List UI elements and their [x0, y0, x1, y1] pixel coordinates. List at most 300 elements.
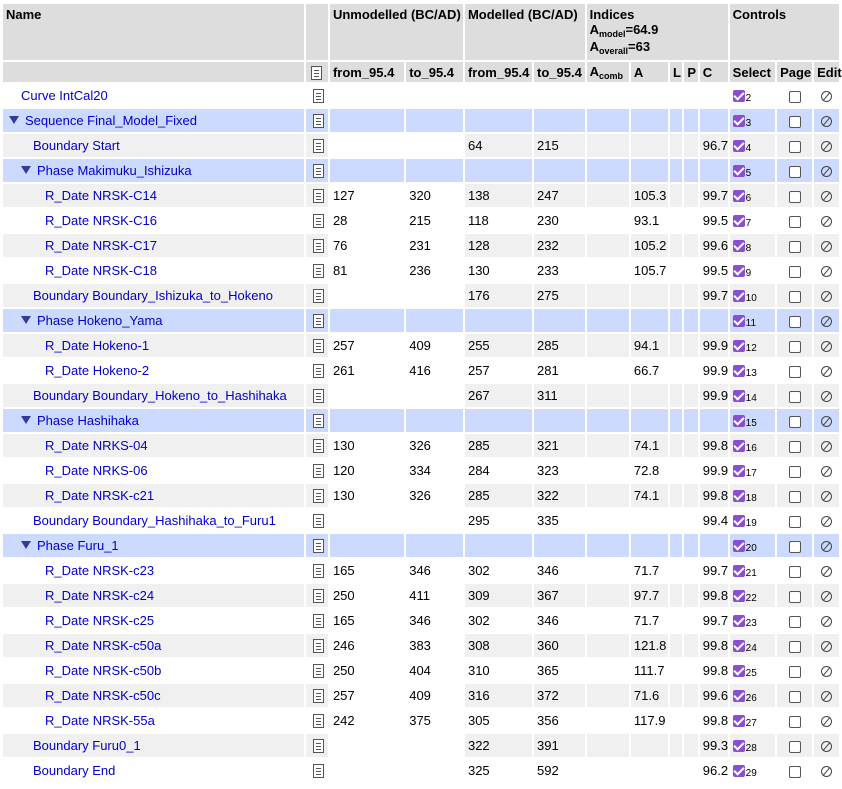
select-cell[interactable]	[730, 484, 775, 507]
col-modelled-header: Modelled (BC/AD)	[465, 4, 585, 60]
page-cell[interactable]	[777, 509, 812, 532]
select-checkbox[interactable]	[733, 615, 745, 627]
mod-from: 176	[465, 284, 532, 307]
document-icon[interactable]	[313, 189, 324, 203]
row-link[interactable]: R_Date NRSK-c24	[45, 588, 155, 603]
row-link[interactable]: Curve IntCal20	[21, 88, 108, 103]
edit-icon[interactable]	[821, 91, 832, 102]
select-cell[interactable]	[730, 634, 775, 657]
row-name[interactable]	[3, 359, 304, 382]
select-checkbox[interactable]	[733, 490, 745, 502]
edit-cell[interactable]	[814, 509, 839, 532]
row-name[interactable]	[3, 209, 304, 232]
page-cell[interactable]	[777, 634, 812, 657]
table-row	[3, 384, 839, 407]
model-table	[1, 2, 841, 784]
unmod-to: 231	[406, 234, 463, 257]
edit-icon[interactable]	[821, 441, 832, 452]
page-checkbox[interactable]	[789, 116, 801, 128]
page-checkbox[interactable]	[789, 266, 801, 278]
select-checkbox[interactable]	[733, 140, 745, 152]
edit-icon[interactable]	[821, 741, 832, 752]
collapse-icon[interactable]	[21, 316, 31, 324]
l-value	[670, 184, 682, 207]
edit-icon[interactable]	[821, 541, 832, 552]
select-checkbox[interactable]	[733, 565, 745, 577]
collapse-icon[interactable]	[21, 416, 31, 424]
edit-cell[interactable]	[814, 484, 839, 507]
select-cell[interactable]	[730, 159, 775, 182]
select-cell[interactable]	[730, 209, 775, 232]
page-checkbox[interactable]	[789, 166, 801, 178]
l-value	[670, 659, 682, 682]
document-icon[interactable]	[313, 639, 324, 653]
select-checkbox[interactable]	[733, 90, 745, 102]
acomb-value	[587, 534, 629, 557]
edit-icon[interactable]	[821, 516, 832, 527]
row-link[interactable]: Boundary Start	[33, 138, 120, 153]
row-name[interactable]	[3, 709, 304, 732]
row-link[interactable]: Phase Hashihaka	[37, 413, 139, 428]
edit-cell[interactable]	[814, 609, 839, 632]
select-checkbox[interactable]	[733, 215, 745, 227]
row-index: 24	[745, 643, 757, 654]
page-cell[interactable]	[777, 309, 812, 332]
page-cell[interactable]	[777, 759, 812, 782]
edit-cell[interactable]	[814, 409, 839, 432]
row-name[interactable]	[3, 184, 304, 207]
page-cell[interactable]	[777, 409, 812, 432]
select-checkbox[interactable]	[733, 415, 745, 427]
page-checkbox[interactable]	[789, 291, 801, 303]
select-checkbox[interactable]	[733, 540, 745, 552]
select-cell[interactable]	[730, 709, 775, 732]
collapse-icon[interactable]	[21, 541, 31, 549]
select-checkbox[interactable]	[733, 640, 745, 652]
page-checkbox[interactable]	[789, 491, 801, 503]
row-link[interactable]: R_Date NRSK-55a	[45, 713, 155, 728]
row-link[interactable]: Phase Makimuku_Ishizuka	[37, 163, 192, 178]
row-name[interactable]	[3, 634, 304, 657]
row-name[interactable]	[3, 734, 304, 757]
table-row	[3, 334, 839, 357]
page-cell[interactable]	[777, 734, 812, 757]
edit-cell[interactable]	[814, 659, 839, 682]
row-link[interactable]: R_Date NRSK-C17	[45, 238, 157, 253]
select-cell[interactable]	[730, 609, 775, 632]
row-link[interactable]: R_Date NRKS-06	[45, 463, 148, 478]
page-cell[interactable]	[777, 334, 812, 357]
acomb-value	[587, 259, 629, 282]
unmod-to: 346	[406, 559, 463, 582]
document-icon[interactable]	[313, 539, 324, 553]
edit-icon[interactable]	[821, 691, 832, 702]
document-icon[interactable]	[313, 489, 324, 503]
select-cell[interactable]	[730, 509, 775, 532]
edit-icon[interactable]	[821, 116, 832, 127]
page-cell[interactable]	[777, 209, 812, 232]
p-value	[684, 459, 697, 482]
acomb-value	[587, 234, 629, 257]
edit-icon[interactable]	[821, 666, 832, 677]
row-link[interactable]: R_Date NRSK-c50b	[45, 663, 162, 678]
row-link[interactable]: R_Date Hokeno-2	[45, 363, 150, 378]
row-name[interactable]	[3, 434, 304, 457]
row-link[interactable]: R_Date NRSK-c25	[45, 613, 155, 628]
p-value	[684, 134, 697, 157]
edit-cell[interactable]	[814, 459, 839, 482]
row-name[interactable]	[3, 109, 304, 132]
edit-cell[interactable]	[814, 259, 839, 282]
row-link[interactable]: R_Date NRKS-04	[45, 438, 148, 453]
edit-cell[interactable]	[814, 634, 839, 657]
unmod-to: 334	[406, 459, 463, 482]
acomb-value	[587, 559, 629, 582]
edit-cell[interactable]	[814, 709, 839, 732]
select-checkbox[interactable]	[733, 390, 745, 402]
row-link[interactable]: R_Date NRSK-C18	[45, 263, 157, 278]
mod-from	[465, 409, 532, 432]
select-checkbox[interactable]	[733, 465, 745, 477]
edit-icon[interactable]	[821, 466, 832, 477]
document-icon[interactable]	[313, 764, 324, 778]
edit-icon[interactable]	[821, 141, 832, 152]
edit-icon[interactable]	[821, 491, 832, 502]
select-checkbox[interactable]	[733, 340, 745, 352]
select-cell[interactable]	[730, 184, 775, 207]
select-checkbox[interactable]	[733, 665, 745, 677]
page-checkbox[interactable]	[789, 141, 801, 153]
document-icon[interactable]	[313, 389, 324, 403]
document-icon[interactable]	[313, 714, 324, 728]
row-name[interactable]	[3, 459, 304, 482]
document-icon[interactable]	[313, 439, 324, 453]
select-checkbox[interactable]	[733, 290, 745, 302]
c-value: 99.9	[700, 334, 728, 357]
page-checkbox[interactable]	[789, 191, 801, 203]
select-checkbox[interactable]	[733, 190, 745, 202]
row-name[interactable]	[3, 284, 304, 307]
unmod-to: 326	[406, 484, 463, 507]
page-checkbox[interactable]	[789, 666, 801, 678]
edit-cell[interactable]	[814, 734, 839, 757]
unmod-from: 250	[330, 584, 404, 607]
edit-cell[interactable]	[814, 359, 839, 382]
select-checkbox[interactable]	[733, 740, 745, 752]
document-icon[interactable]	[313, 464, 324, 478]
document-icon[interactable]	[313, 739, 324, 753]
select-checkbox[interactable]	[733, 715, 745, 727]
row-link[interactable]: R_Date NRSK-C16	[45, 213, 157, 228]
row-name[interactable]	[3, 609, 304, 632]
edit-icon[interactable]	[821, 566, 832, 577]
select-cell[interactable]	[730, 534, 775, 557]
row-name[interactable]	[3, 309, 304, 332]
edit-icon[interactable]	[821, 716, 832, 727]
edit-icon[interactable]	[821, 216, 832, 227]
page-cell[interactable]	[777, 184, 812, 207]
document-icon[interactable]	[313, 414, 324, 428]
page-cell[interactable]	[777, 534, 812, 557]
page-cell[interactable]	[777, 359, 812, 382]
row-index: 17	[745, 468, 757, 479]
row-name[interactable]	[3, 509, 304, 532]
document-icon[interactable]	[313, 239, 324, 253]
page-cell[interactable]	[777, 584, 812, 607]
mod-to: 365	[534, 659, 585, 682]
edit-cell[interactable]	[814, 434, 839, 457]
page-checkbox[interactable]	[789, 441, 801, 453]
select-cell[interactable]	[730, 459, 775, 482]
select-cell[interactable]	[730, 584, 775, 607]
row-link[interactable]: R_Date NRSK-C14	[45, 188, 157, 203]
row-name[interactable]	[3, 334, 304, 357]
document-icon[interactable]	[313, 139, 324, 153]
select-cell[interactable]	[730, 409, 775, 432]
row-name[interactable]	[3, 409, 304, 432]
select-cell[interactable]	[730, 134, 775, 157]
select-cell[interactable]	[730, 234, 775, 257]
page-cell[interactable]	[777, 659, 812, 682]
page-checkbox[interactable]	[789, 591, 801, 603]
edit-cell[interactable]	[814, 84, 839, 107]
edit-icon[interactable]	[821, 416, 832, 427]
select-cell[interactable]	[730, 359, 775, 382]
edit-icon[interactable]	[821, 241, 832, 252]
select-checkbox[interactable]	[733, 590, 745, 602]
row-link[interactable]: R_Date NRSK-c50c	[45, 688, 161, 703]
row-link[interactable]: Boundary Furu0_1	[33, 738, 141, 753]
page-checkbox[interactable]	[789, 366, 801, 378]
select-cell[interactable]	[730, 109, 775, 132]
p-value	[684, 659, 697, 682]
l-value	[670, 409, 682, 432]
row-link[interactable]: Sequence Final_Model_Fixed	[25, 113, 197, 128]
mod-from: 302	[465, 559, 532, 582]
select-checkbox[interactable]	[733, 265, 745, 277]
page-cell[interactable]	[777, 559, 812, 582]
row-name[interactable]	[3, 134, 304, 157]
row-link[interactable]: Boundary Boundary_Ishizuka_to_Hokeno	[33, 288, 273, 303]
edit-icon[interactable]	[821, 366, 832, 377]
select-checkbox[interactable]	[733, 240, 745, 252]
document-icon[interactable]	[313, 614, 324, 628]
page-checkbox[interactable]	[789, 416, 801, 428]
row-link[interactable]: R_Date Hokeno-1	[45, 338, 150, 353]
edit-cell[interactable]	[814, 759, 839, 782]
page-checkbox[interactable]	[789, 391, 801, 403]
select-cell[interactable]	[730, 434, 775, 457]
edit-cell[interactable]	[814, 284, 839, 307]
edit-icon[interactable]	[821, 641, 832, 652]
row-link[interactable]: Phase Hokeno_Yama	[37, 313, 163, 328]
select-cell[interactable]	[730, 559, 775, 582]
row-link[interactable]: Boundary Boundary_Hokeno_to_Hashihaka	[33, 388, 287, 403]
edit-cell[interactable]	[814, 584, 839, 607]
document-icon[interactable]	[313, 514, 324, 528]
row-index: 7	[745, 218, 752, 229]
select-checkbox[interactable]	[733, 440, 745, 452]
c-value: 99.8	[700, 484, 728, 507]
select-cell[interactable]	[730, 734, 775, 757]
row-name[interactable]	[3, 234, 304, 257]
edit-cell[interactable]	[814, 184, 839, 207]
page-cell[interactable]	[777, 609, 812, 632]
unmod-to	[406, 384, 463, 407]
edit-icon[interactable]	[821, 291, 832, 302]
page-checkbox[interactable]	[789, 616, 801, 628]
edit-cell[interactable]	[814, 309, 839, 332]
mod-to: 367	[534, 584, 585, 607]
select-checkbox[interactable]	[733, 690, 745, 702]
p-value	[684, 434, 697, 457]
edit-cell[interactable]	[814, 134, 839, 157]
document-icon[interactable]	[313, 314, 324, 328]
select-checkbox[interactable]	[733, 165, 745, 177]
page-cell[interactable]	[777, 459, 812, 482]
page-cell[interactable]	[777, 434, 812, 457]
edit-icon[interactable]	[821, 191, 832, 202]
document-icon[interactable]	[313, 164, 324, 178]
page-checkbox[interactable]	[789, 216, 801, 228]
select-cell[interactable]	[730, 684, 775, 707]
collapse-icon[interactable]	[9, 116, 19, 124]
page-cell[interactable]	[777, 134, 812, 157]
edit-cell[interactable]	[814, 559, 839, 582]
edit-icon[interactable]	[821, 266, 832, 277]
edit-icon[interactable]	[821, 391, 832, 402]
l-value	[670, 234, 682, 257]
edit-icon[interactable]	[821, 341, 832, 352]
edit-cell[interactable]	[814, 159, 839, 182]
document-icon[interactable]	[313, 339, 324, 353]
edit-cell[interactable]	[814, 684, 839, 707]
row-name[interactable]	[3, 659, 304, 682]
document-icon[interactable]	[313, 89, 324, 103]
page-checkbox[interactable]	[789, 691, 801, 703]
mod-to	[534, 534, 585, 557]
page-cell[interactable]	[777, 684, 812, 707]
collapse-icon[interactable]	[21, 166, 31, 174]
edit-cell[interactable]	[814, 209, 839, 232]
row-name[interactable]	[3, 259, 304, 282]
select-cell[interactable]	[730, 284, 775, 307]
row-name[interactable]	[3, 759, 304, 782]
document-icon[interactable]	[313, 114, 324, 128]
page-checkbox[interactable]	[789, 716, 801, 728]
page-cell[interactable]	[777, 259, 812, 282]
select-checkbox[interactable]	[733, 765, 745, 777]
row-name[interactable]	[3, 484, 304, 507]
document-icon[interactable]	[313, 664, 324, 678]
col-p: P	[684, 62, 697, 82]
col-mod-from: from_95.4	[465, 62, 532, 82]
select-cell[interactable]	[730, 259, 775, 282]
select-checkbox[interactable]	[733, 365, 745, 377]
edit-icon[interactable]	[821, 316, 832, 327]
row-name[interactable]	[3, 159, 304, 182]
page-checkbox[interactable]	[789, 566, 801, 578]
page-checkbox[interactable]	[789, 741, 801, 753]
a-value: 71.7	[631, 559, 668, 582]
select-cell[interactable]	[730, 334, 775, 357]
page-checkbox[interactable]	[789, 641, 801, 653]
document-icon[interactable]	[313, 214, 324, 228]
page-cell[interactable]	[777, 484, 812, 507]
row-name[interactable]	[3, 559, 304, 582]
row-name[interactable]	[3, 684, 304, 707]
row-name[interactable]	[3, 534, 304, 557]
page-checkbox[interactable]	[789, 316, 801, 328]
page-cell[interactable]	[777, 84, 812, 107]
page-checkbox[interactable]	[789, 341, 801, 353]
row-link[interactable]: Boundary Boundary_Hashihaka_to_Furu1	[33, 513, 276, 528]
document-icon[interactable]	[313, 564, 324, 578]
select-checkbox[interactable]	[733, 315, 745, 327]
page-checkbox[interactable]	[789, 91, 801, 103]
row-link[interactable]: Boundary End	[33, 763, 116, 778]
edit-icon[interactable]	[821, 616, 832, 627]
edit-cell[interactable]	[814, 534, 839, 557]
page-cell[interactable]	[777, 284, 812, 307]
document-icon[interactable]	[313, 364, 324, 378]
edit-icon[interactable]	[821, 766, 832, 777]
edit-icon[interactable]	[821, 591, 832, 602]
page-checkbox[interactable]	[789, 766, 801, 778]
page-checkbox[interactable]	[789, 541, 801, 553]
page-checkbox[interactable]	[789, 516, 801, 528]
page-cell[interactable]	[777, 109, 812, 132]
unmod-to: 404	[406, 659, 463, 682]
mod-from: 118	[465, 209, 532, 232]
table-row	[3, 84, 839, 107]
document-icon[interactable]	[313, 589, 324, 603]
edit-cell[interactable]	[814, 234, 839, 257]
edit-cell[interactable]	[814, 334, 839, 357]
document-icon[interactable]	[313, 264, 324, 278]
page-cell[interactable]	[777, 234, 812, 257]
edit-icon[interactable]	[821, 166, 832, 177]
page-cell[interactable]	[777, 159, 812, 182]
page-checkbox[interactable]	[789, 466, 801, 478]
row-link[interactable]: R_Date NRSK-c23	[45, 563, 155, 578]
select-cell[interactable]	[730, 309, 775, 332]
acomb-value	[587, 284, 629, 307]
row-name[interactable]	[3, 84, 304, 107]
select-cell[interactable]	[730, 659, 775, 682]
select-cell[interactable]	[730, 759, 775, 782]
row-name[interactable]	[3, 384, 304, 407]
edit-cell[interactable]	[814, 109, 839, 132]
row-link[interactable]: R_Date NRSK-c21	[45, 488, 155, 503]
row-link[interactable]: R_Date NRSK-c50a	[45, 638, 162, 653]
select-checkbox[interactable]	[733, 515, 745, 527]
a-value	[631, 159, 668, 182]
mod-from	[465, 159, 532, 182]
select-cell[interactable]	[730, 84, 775, 107]
edit-cell[interactable]	[814, 384, 839, 407]
document-icon[interactable]	[313, 289, 324, 303]
l-value	[670, 509, 682, 532]
page-checkbox[interactable]	[789, 241, 801, 253]
row-name[interactable]	[3, 584, 304, 607]
row-link[interactable]: Phase Furu_1	[37, 538, 119, 553]
page-cell[interactable]	[777, 709, 812, 732]
select-checkbox[interactable]	[733, 115, 745, 127]
page-cell[interactable]	[777, 384, 812, 407]
document-icon[interactable]	[313, 689, 324, 703]
select-cell[interactable]	[730, 384, 775, 407]
